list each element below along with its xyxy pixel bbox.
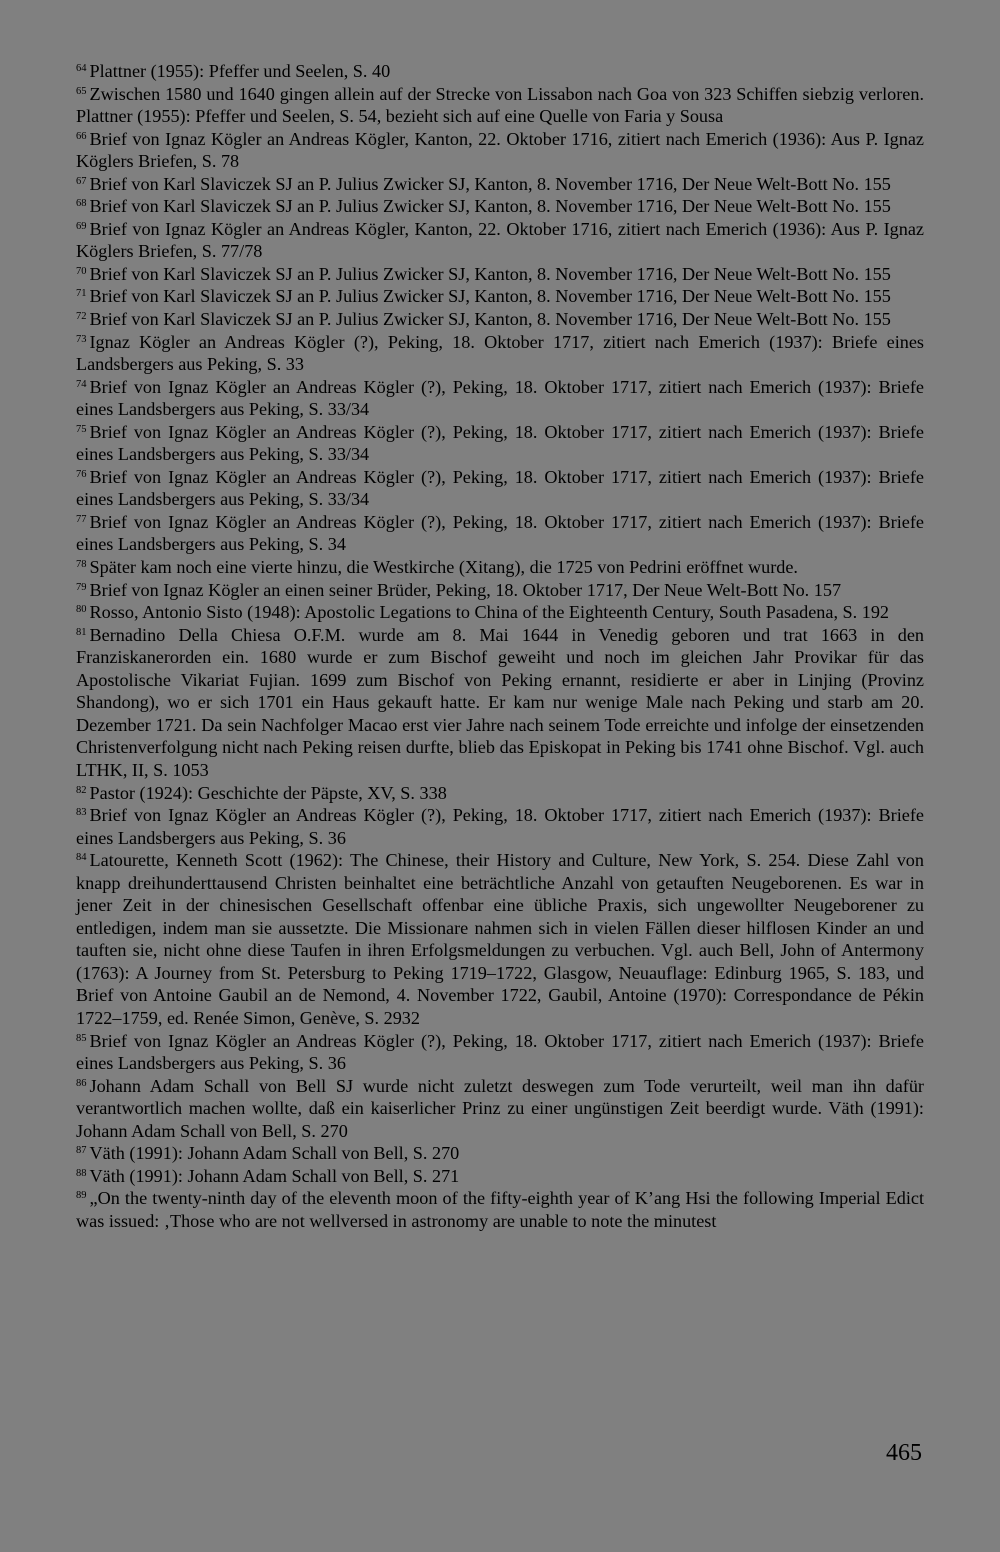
- footnote: [76, 1075, 924, 1143]
- footnote: [76, 263, 924, 286]
- footnote-text: Brief von Ignaz Kögler an Andreas Kögler (?), Peking, 18. Oktober 1717, zitiert nach Emerich (1937): Briefe eines Landsbergers aus Peking, S. 33/34: [76, 376, 924, 420]
- footnote: [76, 83, 924, 128]
- footnote: [76, 624, 924, 782]
- footnote: [76, 173, 924, 196]
- footnote: [76, 466, 924, 511]
- footnote: [76, 1142, 924, 1165]
- footnote: [76, 1030, 924, 1075]
- footnote-number: 65: [76, 85, 87, 97]
- footnote-number: 77: [76, 513, 87, 525]
- footnote-number: 81: [76, 626, 87, 638]
- footnote: [76, 331, 924, 376]
- footnote-text: „On the twenty-ninth day of the eleventh moon of the fifty-eighth year of K’ang Hsi the following Imperial Edict was issued: ‚Those who are not wellversed in astronomy are unable to note the minutest: [76, 1188, 924, 1231]
- footnote-text: Zwischen 1580 und 1640 gingen allein auf der Strecke von Lissabon nach Goa von 323 Schiffen siebzig verloren. Plattner (1955): Pfeffer und Seelen, S. 54, bezieht sich auf eine Quelle von Faria y Sousa: [76, 83, 924, 127]
- footnote-text: Brief von Ignaz Kögler an Andreas Kögler (?), Peking, 18. Oktober 1717, zitiert nach Emerich (1937): Briefe eines Landsbergers aus Peking, S. 33/34: [76, 466, 924, 510]
- footnote-number: 78: [76, 559, 87, 571]
- footnote-text: Väth (1991): Johann Adam Schall von Bell, S. 270: [89, 1143, 460, 1164]
- footnote: [76, 511, 924, 556]
- page-number: 465: [886, 1440, 922, 1466]
- footnote: [76, 579, 924, 602]
- footnote-number: 73: [76, 333, 87, 345]
- footnote-text: Brief von Ignaz Kögler an Andreas Kögler, Kanton, 22. Oktober 1716, zitiert nach Emerich (1936): Aus P. Ignaz Köglers Briefen, S. 78: [76, 128, 924, 172]
- footnote-number: 80: [76, 604, 87, 616]
- footnote-number: 87: [76, 1145, 87, 1157]
- footnote-number: 71: [76, 288, 87, 300]
- footnote-number: 67: [76, 175, 87, 187]
- footnote-text: Brief von Ignaz Kögler an Andreas Kögler (?), Peking, 18. Oktober 1717, zitiert nach Emerich (1937): Briefe eines Landsbergers aus Peking, S. 34: [76, 511, 924, 555]
- footnote: [76, 218, 924, 263]
- footnote-number: 68: [76, 198, 87, 210]
- footnote-number: 83: [76, 807, 87, 819]
- footnote-text: Brief von Karl Slaviczek SJ an P. Julius Zwicker SJ, Kanton, 8. November 1716, Der Neue Welt-Bott No. 155: [89, 196, 891, 217]
- footnote-number: 70: [76, 265, 87, 277]
- footnote-text: Latourette, Kenneth Scott (1962): The Chinese, their History and Culture, New York, S. 254. Diese Zahl von knapp dreihunderttausend Christen beinhaltet eine beträchtliche Anzahl von getauften Neugeborenen. Es war in jener Zeit in der chinesischen Gesellschaft offenbar eine übliche Praxis, sich ungewollter Neugeborener zu entledigen, indem man sie aussetzte. Die Missionare nahmen sich in vielen Fällen dieser hilflosen Kinder an und tauften sie, nicht ohne diese Taufen in ihren Erfolgsmeldungen zu verbuchen. Vgl. auch Bell, John of Antermony (1763): A Journey from St. Petersburg to Peking 1719–1722, Glasgow, Neuauflage: Edinburg 1965, S. 183, und Brief von Antoine Gaubil an de Nemond, 4. November 1722, Gaubil, Antoine (1970): Correspondance de Pékin 1722–1759, ed. Renée Simon, Genève, S. 2932: [76, 850, 924, 1028]
- footnote-text: Brief von Ignaz Kögler an Andreas Kögler (?), Peking, 18. Oktober 1717, zitiert nach Emerich (1937): Briefe eines Landsbergers aus Peking, S. 33/34: [76, 421, 924, 465]
- footnotes-section: [76, 60, 924, 1232]
- footnote-text: Später kam noch eine vierte hinzu, die Westkirche (Xitang), die 1725 von Pedrini eröffnet wurde.: [89, 557, 798, 578]
- footnote: [76, 1187, 924, 1232]
- footnote: [76, 195, 924, 218]
- footnote: [76, 421, 924, 466]
- footnote-text: Bernadino Della Chiesa O.F.M. wurde am 8. Mai 1644 in Venedig geboren und trat 1663 in den Franziskanerorden ein. 1680 wurde er zum Bischof geweiht und noch im gleichen Jahr Provikar für das Apostolische Vikariat Fujian. 1699 zum Bischof von Peking ernannt, residierte er aber in Linjing (Provinz Shandong), wo er sich 1701 ein Haus gekauft hatte. Er kam nur wenige Male nach Peking und starb am 20. Dezember 1721. Da sein Nachfolger Macao erst vier Jahre nach seinem Tode erreichte und infolge der einsetzenden Christenverfolgung nicht nach Peking reisen durfte, blieb das Episkopat in Peking bis 1741 ohne Bischof. Vgl. auch LTHK, II, S. 1053: [76, 624, 924, 780]
- footnote-number: 79: [76, 581, 87, 593]
- footnote-text: Brief von Ignaz Kögler an Andreas Kögler (?), Peking, 18. Oktober 1717, zitiert nach Emerich (1937): Briefe eines Landsbergers aus Peking, S. 36: [76, 805, 924, 848]
- footnote-number: 86: [76, 1077, 87, 1089]
- footnote-number: 88: [76, 1167, 87, 1179]
- footnote: [76, 601, 924, 624]
- footnote-text: Brief von Karl Slaviczek SJ an P. Julius Zwicker SJ, Kanton, 8. November 1716, Der Neue Welt-Bott No. 155: [89, 263, 891, 284]
- footnote-text: Brief von Ignaz Kögler an Andreas Kögler, Kanton, 22. Oktober 1716, zitiert nach Emerich (1936): Aus P. Ignaz Köglers Briefen, S. 77/78: [76, 218, 924, 262]
- footnote: [76, 60, 924, 83]
- footnote-number: 82: [76, 784, 87, 796]
- footnote-number: 75: [76, 423, 87, 435]
- footnote-text: Brief von Karl Slaviczek SJ an P. Julius Zwicker SJ, Kanton, 8. November 1716, Der Neue Welt-Bott No. 155: [89, 173, 891, 194]
- footnote-text: Rosso, Antonio Sisto (1948): Apostolic Legations to China of the Eighteenth Century, South Pasadena, S. 192: [89, 602, 890, 623]
- footnote-number: 69: [76, 220, 87, 232]
- footnote: [76, 1165, 924, 1188]
- footnote: [76, 128, 924, 173]
- footnote-text: Pastor (1924): Geschichte der Päpste, XV, S. 338: [89, 782, 447, 803]
- footnote-text: Brief von Karl Slaviczek SJ an P. Julius Zwicker SJ, Kanton, 8. November 1716, Der Neue Welt-Bott No. 155: [89, 309, 891, 330]
- footnote-text: Johann Adam Schall von Bell SJ wurde nicht zuletzt deswegen zum Tode verurteilt, weil man ihn dafür verantwortlich machen wollte, daß ein kaiserlicher Prinz zu einer ungünstigen Zeit beerdigt wurde. Väth (1991): Johann Adam Schall von Bell, S. 270: [76, 1075, 924, 1141]
- footnote-number: 74: [76, 378, 87, 390]
- footnote: [76, 849, 924, 1029]
- footnote: [76, 376, 924, 421]
- footnote-text: Brief von Ignaz Kögler an einen seiner Brüder, Peking, 18. Oktober 1717, Der Neue Welt-Bott No. 157: [89, 579, 842, 600]
- footnote: [76, 556, 924, 579]
- footnote-number: 72: [76, 311, 87, 323]
- footnote-text: Brief von Karl Slaviczek SJ an P. Julius Zwicker SJ, Kanton, 8. November 1716, Der Neue Welt-Bott No. 155: [89, 286, 891, 307]
- footnote-number: 85: [76, 1032, 87, 1044]
- footnote-number: 64: [76, 63, 87, 74]
- footnote: [76, 782, 924, 805]
- footnote-number: 66: [76, 130, 87, 142]
- footnote-text: Ignaz Kögler an Andreas Kögler (?), Peking, 18. Oktober 1717, zitiert nach Emerich (1937): Briefe eines Landsbergers aus Peking, S. 33: [76, 331, 924, 375]
- footnote-number: 76: [76, 468, 87, 480]
- footnote-number: 84: [76, 852, 87, 864]
- footnote-text: Brief von Ignaz Kögler an Andreas Kögler (?), Peking, 18. Oktober 1717, zitiert nach Emerich (1937): Briefe eines Landsbergers aus Peking, S. 36: [76, 1030, 924, 1074]
- footnote: [76, 308, 924, 331]
- footnote-number: 89: [76, 1190, 87, 1202]
- footnote-text: Väth (1991): Johann Adam Schall von Bell, S. 271: [89, 1165, 460, 1186]
- footnote: [76, 285, 924, 308]
- footnote-text: Plattner (1955): Pfeffer und Seelen, S. 40: [89, 61, 391, 81]
- footnote: [76, 804, 924, 849]
